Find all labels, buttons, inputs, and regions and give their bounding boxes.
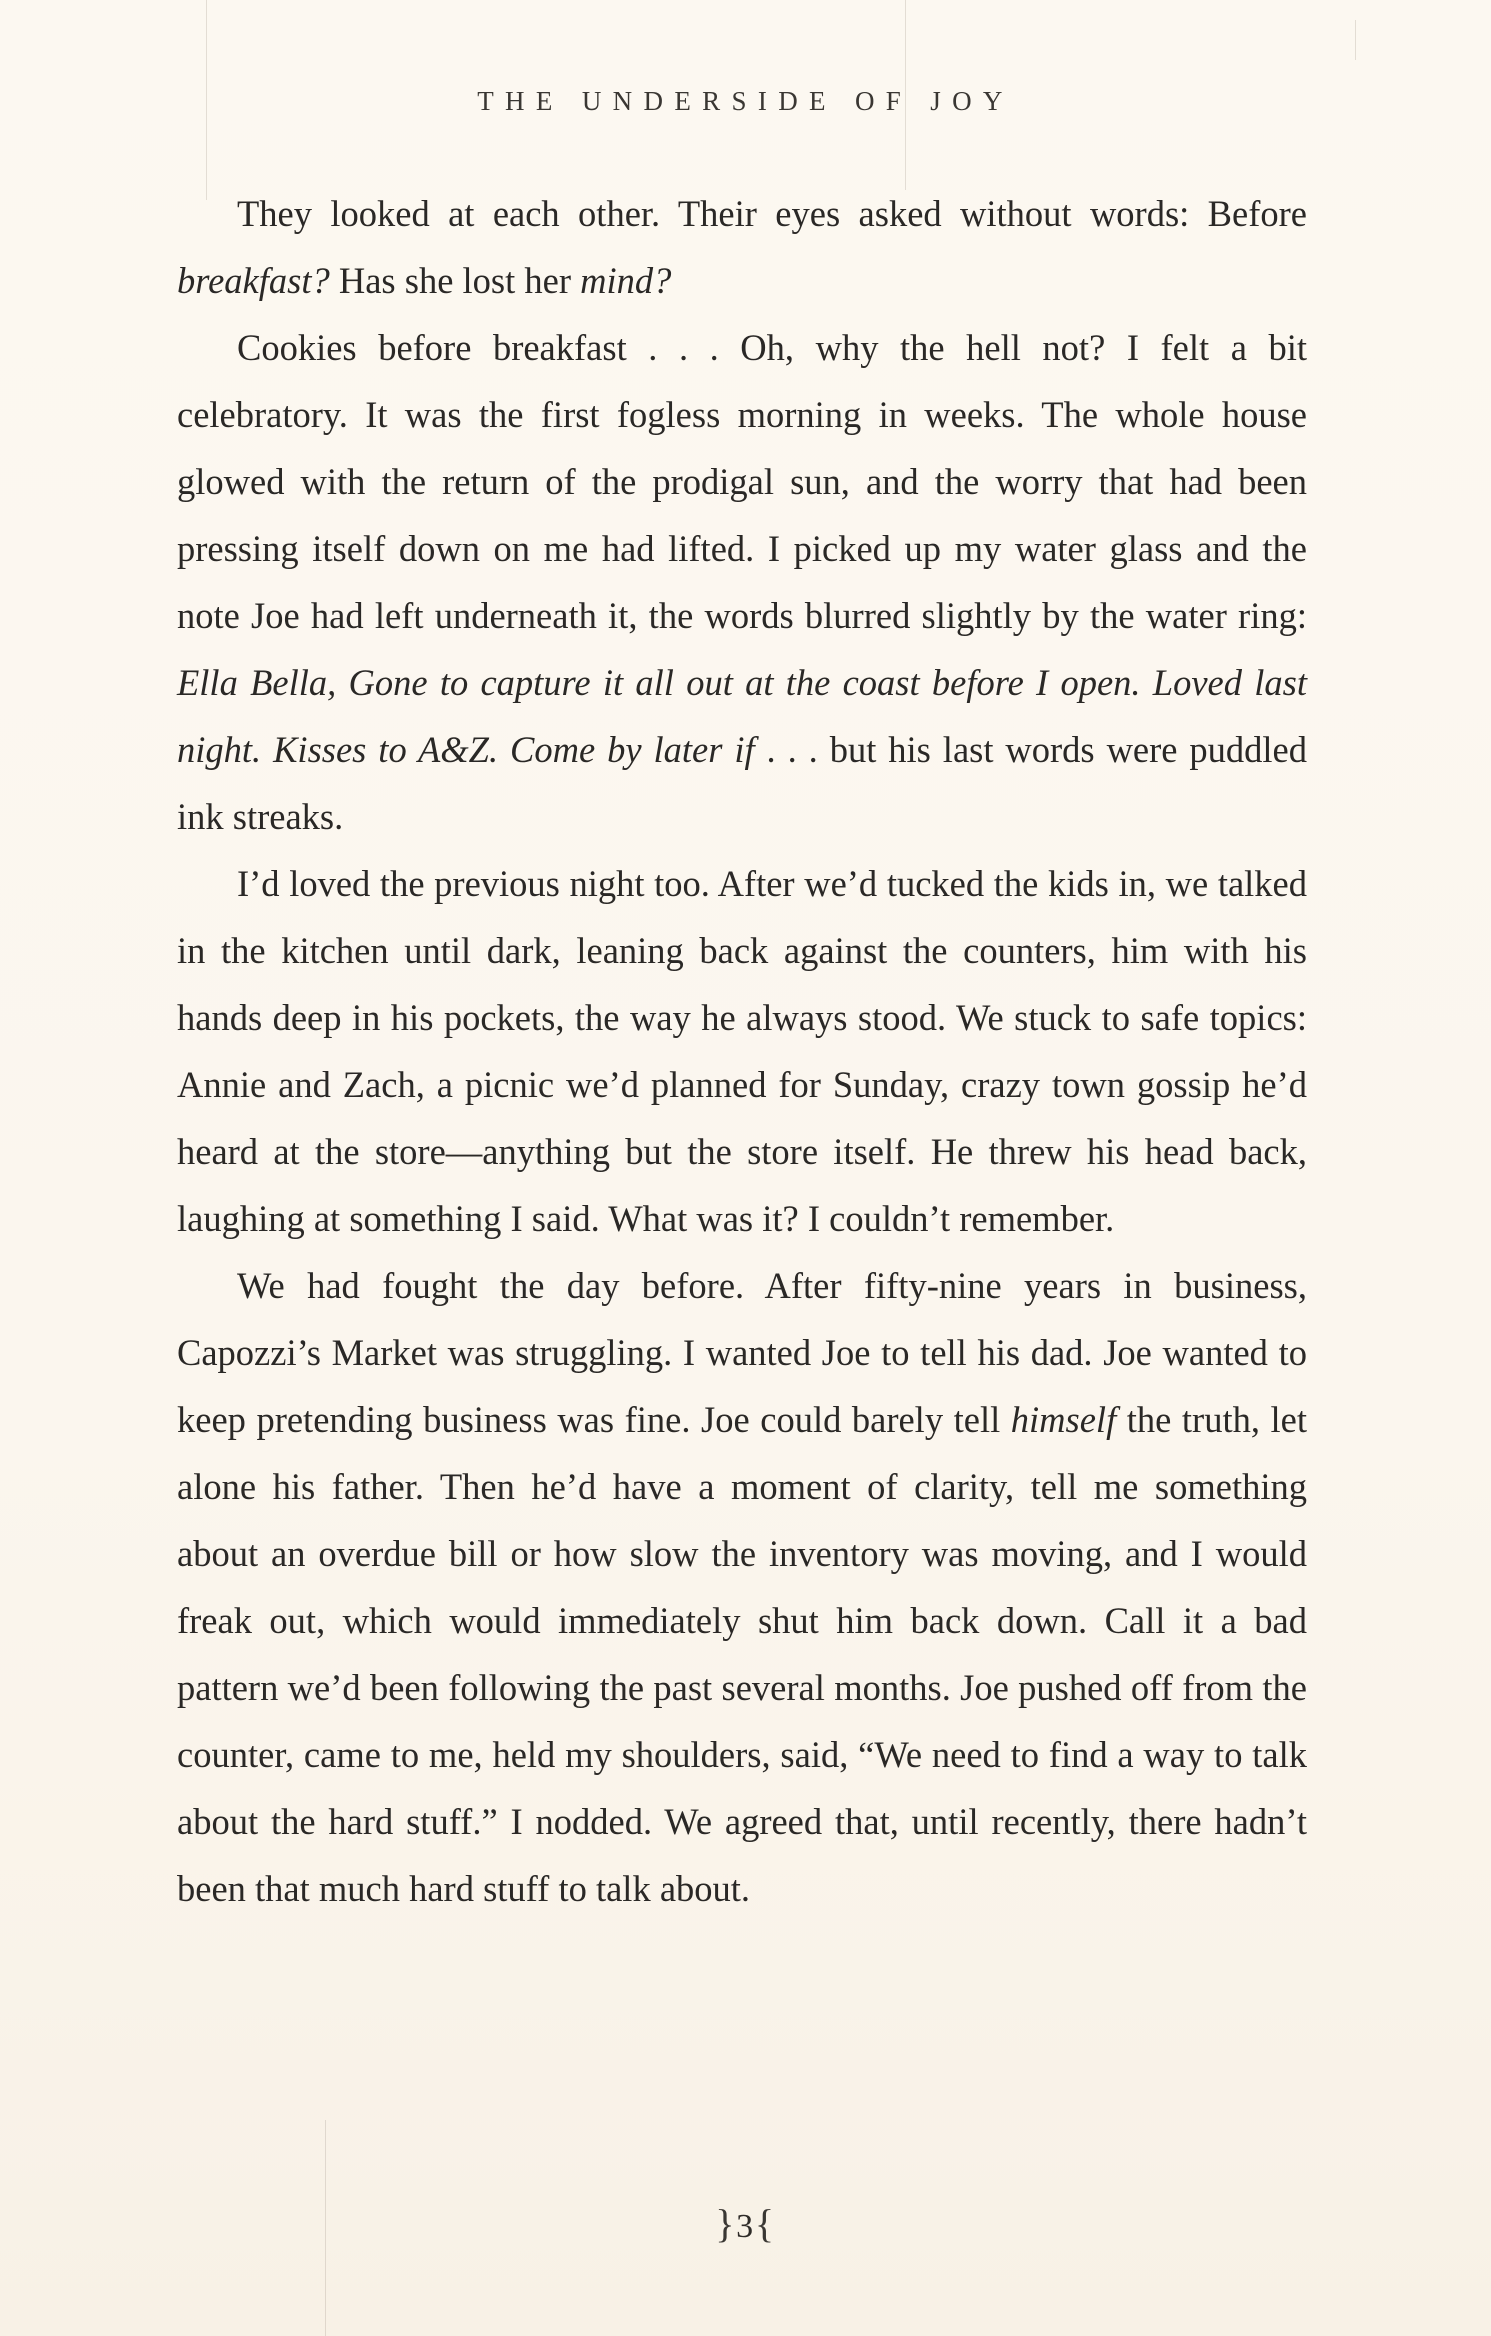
text-run: I’d loved the previous night too. After we’d tucked the kids in, we talked in the kitchen until dark, leaning back against the counters, him with his hands deep in his pockets, the way he always stood. We stuck to safe topics: Annie and Zach, a picnic we’d planned for Sunday, crazy town gossip he’d heard at the store—anything but the store itself. He threw his head back, laughing at something I said. What was it? I couldn’t remember. [177,863,1307,1239]
italic-text: mind? [580,260,672,301]
scan-artifact-line [1355,20,1356,60]
page-number-value: 3 [736,2208,755,2245]
paragraph [177,850,1307,1252]
text-run: the truth, let alone his father. Then he’d have a moment of clarity, tell me something about an overdue bill or how slow the inventory was moving, and I would freak out, which would immediately shut him back down. Call it a bad pattern we’d been following the past several months. Joe pushed off from the counter, came to me, held my shoulders, said, “We need to find a way to talk about the hard stuff.” I nodded. We agreed that, until recently, there hadn’t been that much hard stuff to talk about. [177,1399,1307,1909]
paragraph [177,314,1307,850]
running-head: THE UNDERSIDE OF JOY [477,86,1014,116]
text-run: We had fought the day before. After fifty-nine years in business, Capozzi’s Market was struggling. I wanted Joe to tell his dad. Joe wanted to keep pretending business was fine. Joe could barely tell [177,1265,1307,1440]
italic-text: himself [1010,1399,1117,1440]
page-number [0,2200,1491,2247]
left-ornament: } [715,2201,737,2246]
text-run: Cookies before breakfast . . . Oh, why the hell not? I felt a bit celebratory. It was the first fogless morning in weeks. The whole house glowed with the return of the prodigal sun, and the worry that had been pressing itself down on me had lifted. I picked up my water glass and the note Joe had left underneath it, the words blurred slightly by the water ring: [177,327,1307,636]
italic-text: Ella Bella, Gone to capture it all out at the coast before I open. Loved last night. Kisses to A&Z. Come by later if [177,662,1307,770]
body-text [177,180,1307,1922]
paragraph [177,1252,1307,1922]
text-run: Has she lost her [329,260,581,301]
text-run: They looked at each other. Their eyes asked without words: Before [237,193,1307,234]
paragraph [177,180,1307,314]
italic-text: breakfast? [177,260,330,301]
text-run: . . . but his last words were puddled ink streaks. [177,729,1307,837]
right-ornament: { [754,2201,776,2246]
